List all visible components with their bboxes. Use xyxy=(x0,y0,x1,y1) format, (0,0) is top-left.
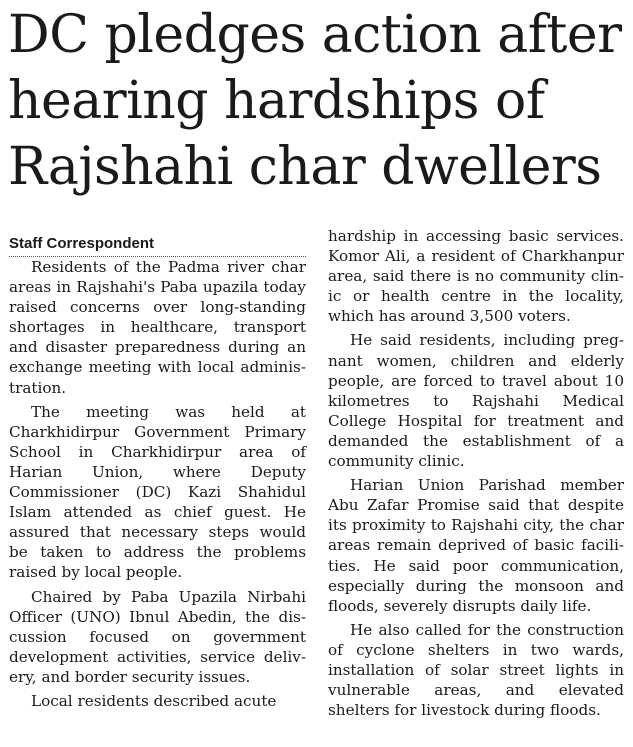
article-paragraph: He said residents, including pregnant women, children and elderly people, are forced to travel about 10 kilometres to Rajshahi Medical College Hospital for treatment and demanded the establishment of a community clinic. xyxy=(328,331,624,471)
article-paragraph: Local residents described acute xyxy=(31,691,277,710)
article-paragraph: Harian Union Parishad member Abu Zafar Promise said that despite its proximity to Rajshahi city, the char areas remain deprived of basic facilities. He said poor communication, especially during the monsoon and floods, severely disrupts daily life. xyxy=(328,476,624,615)
headline-line: DC pledges action after xyxy=(8,5,622,65)
article-headline xyxy=(8,2,628,200)
article-column-left xyxy=(9,228,306,711)
headline-line: Rajshahi char dwellers xyxy=(8,137,602,197)
article-paragraph: Chaired by Paba Upazila Nirbahi Officer (UNO) Ibnul Abedin, the discussion focused on government development activities, service delivery, and border security issues. xyxy=(9,587,306,686)
article-paragraph: hardship in accessing basic services. Komor Ali, a resident of Charkhanpur area, said there is no community clinic or health centre in the locality, which has around 3,500 voters. xyxy=(328,227,624,326)
article-paragraph: He also called for the construction of cyclone shelters in two wards, installation of solar street lights in vulnerable areas, and elevated shelters for livestock during floods. xyxy=(328,620,624,720)
article-paragraph: The meeting was held at Charkhidirpur Government Primary School in Charkhidirpur area of Harian Union, where Deputy Commissioner (DC) Kazi Shahidul Islam attended as chief guest. He assured that necessary steps would be taken to address the problems raised by local people. xyxy=(9,402,306,582)
byline: Staff Correspondent xyxy=(9,234,306,257)
article-column-right xyxy=(328,226,624,720)
article-paragraph: Residents of the Padma river char areas in Rajshahi's Paba upazila today raised concerns over long-standing shortages in healthcare, transport and disaster preparedness during an exchange meeting with local administration. xyxy=(9,258,306,397)
headline-line: hearing hardships of xyxy=(8,71,545,131)
